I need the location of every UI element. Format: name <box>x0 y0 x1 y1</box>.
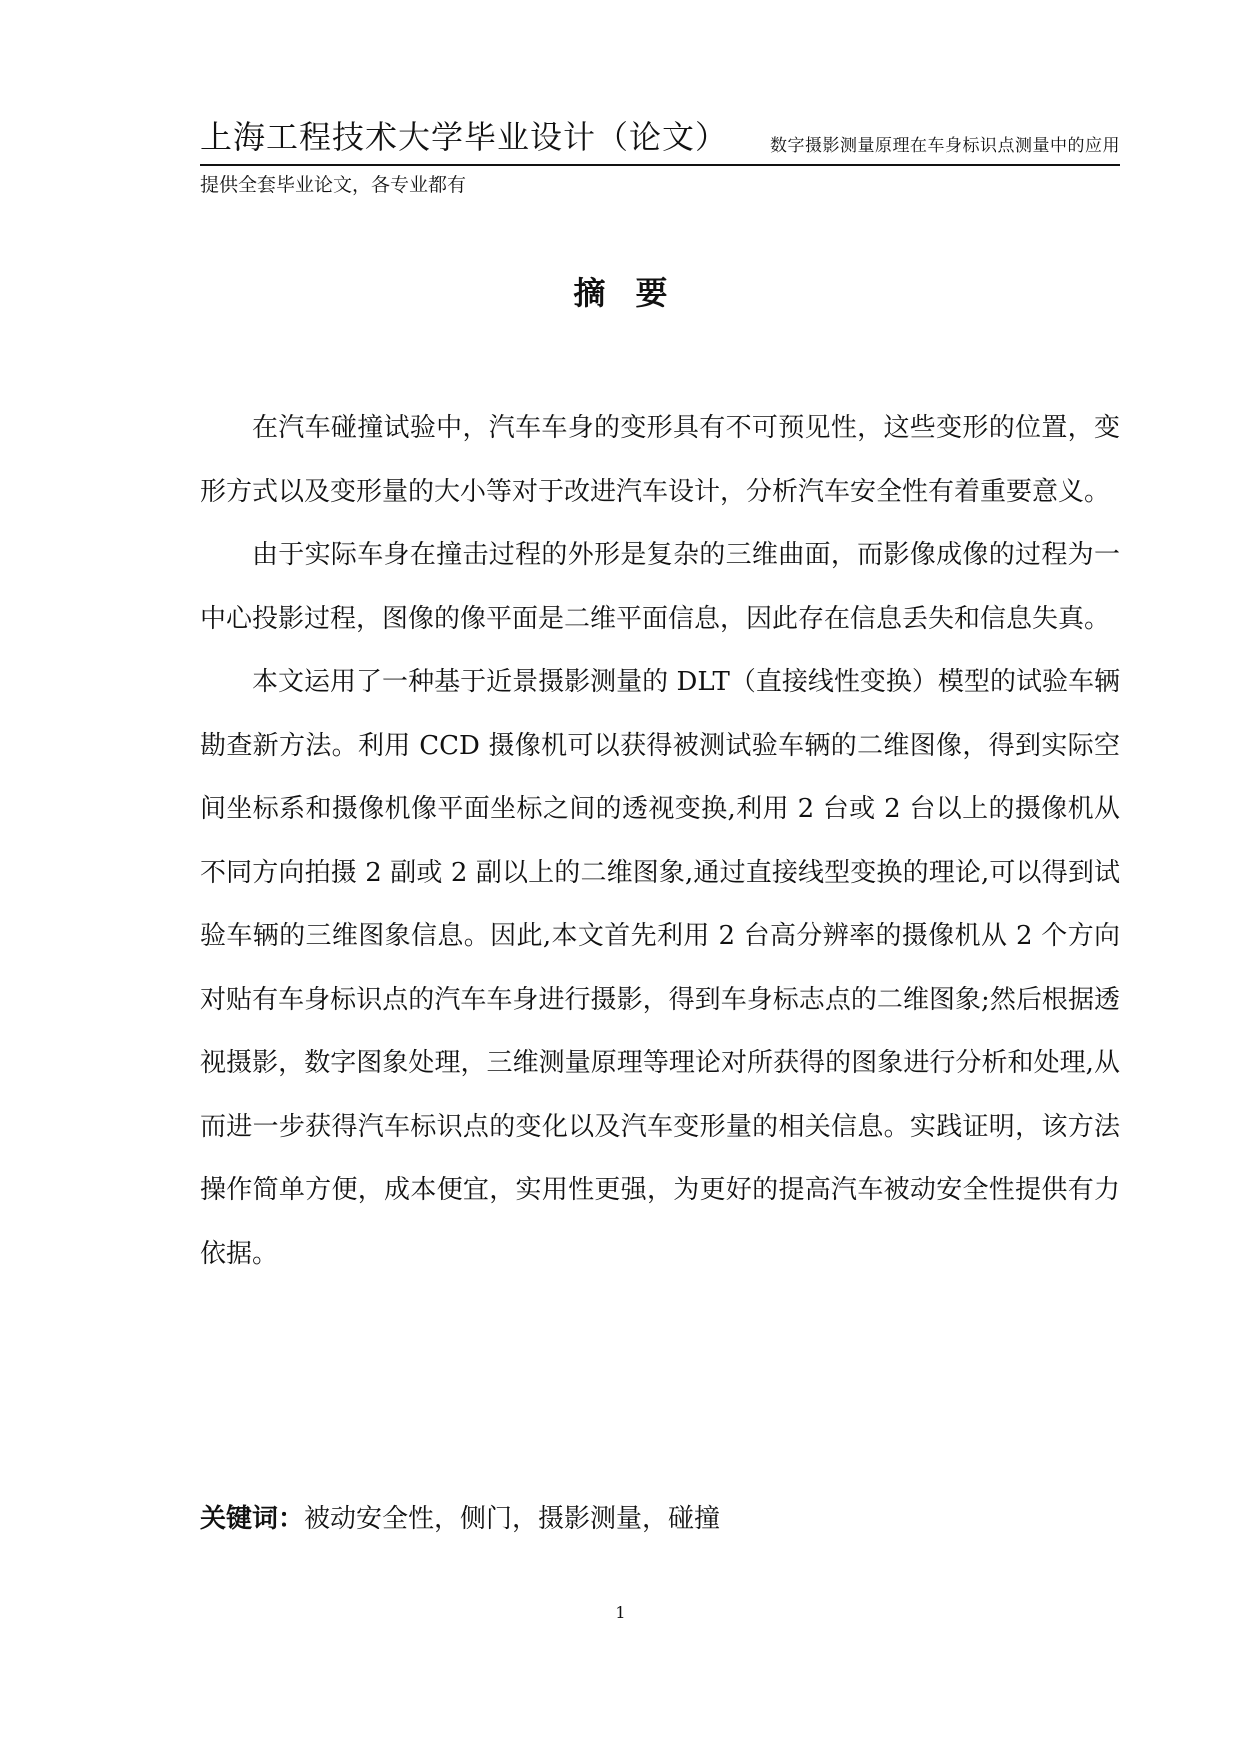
abstract-title: 摘要 <box>573 274 698 312</box>
page-number: 1 <box>615 1603 626 1622</box>
keywords-value: 被动安全性，侧门，摄影测量，碰撞 <box>304 1504 721 1534</box>
header-subtitle: 提供全套毕业论文，各专业都有 <box>200 174 467 196</box>
abstract-body <box>200 397 1120 1286</box>
header-university-title: 上海工程技术大学毕业设计（论文） <box>200 118 729 156</box>
abstract-paragraph: 由于实际车身在撞击过程的外形是复杂的三维曲面，而影像成像的过程为一中心投影过程，图像的像平面是二维平面信息，因此存在信息丢失和信息失真。 <box>200 540 1120 634</box>
keywords-label: 关键词： <box>200 1504 305 1534</box>
page-header <box>200 118 1120 166</box>
header-divider <box>200 164 1120 166</box>
abstract-paragraph: 本文运用了一种基于近景摄影测量的 DLT（直接线性变换）模型的试验车辆勘查新方法。利用 CCD 摄像机可以获得被测试验车辆的二维图像，得到实际空间坐标系和摄像机像平面坐标之间的透视变换,利用 2 台或 2 台以上的摄像机从不同方向拍摄 2 副或 2 副以上的二维图象,通过直接线型变换的理论,可以得到试验车辆的三维图象信息。因此,本文首先利用 2 台高分辨率的摄像机从 2 个方向对贴有车身标识点的汽车车身进行摄影，得到车身标志点的二维图象;然后根据透视摄影，数字图象处理，三维测量原理等理论对所获得的图象进行分析和处理,从而进一步获得汽车标识点的变化以及汽车变形量的相关信息。实践证明，该方法操作简单方便，成本便宜，实用性更强，为更好的提高汽车被动安全性提供有力依据。 <box>200 667 1120 1269</box>
header-thesis-title: 数字摄影测量原理在车身标识点测量中的应用 <box>770 136 1120 156</box>
abstract-paragraph: 在汽车碰撞试验中，汽车车身的变形具有不可预见性，这些变形的位置，变形方式以及变形量的大小等对于改进汽车设计，分析汽车安全性有着重要意义。 <box>200 413 1120 507</box>
keywords-line <box>200 1498 720 1535</box>
